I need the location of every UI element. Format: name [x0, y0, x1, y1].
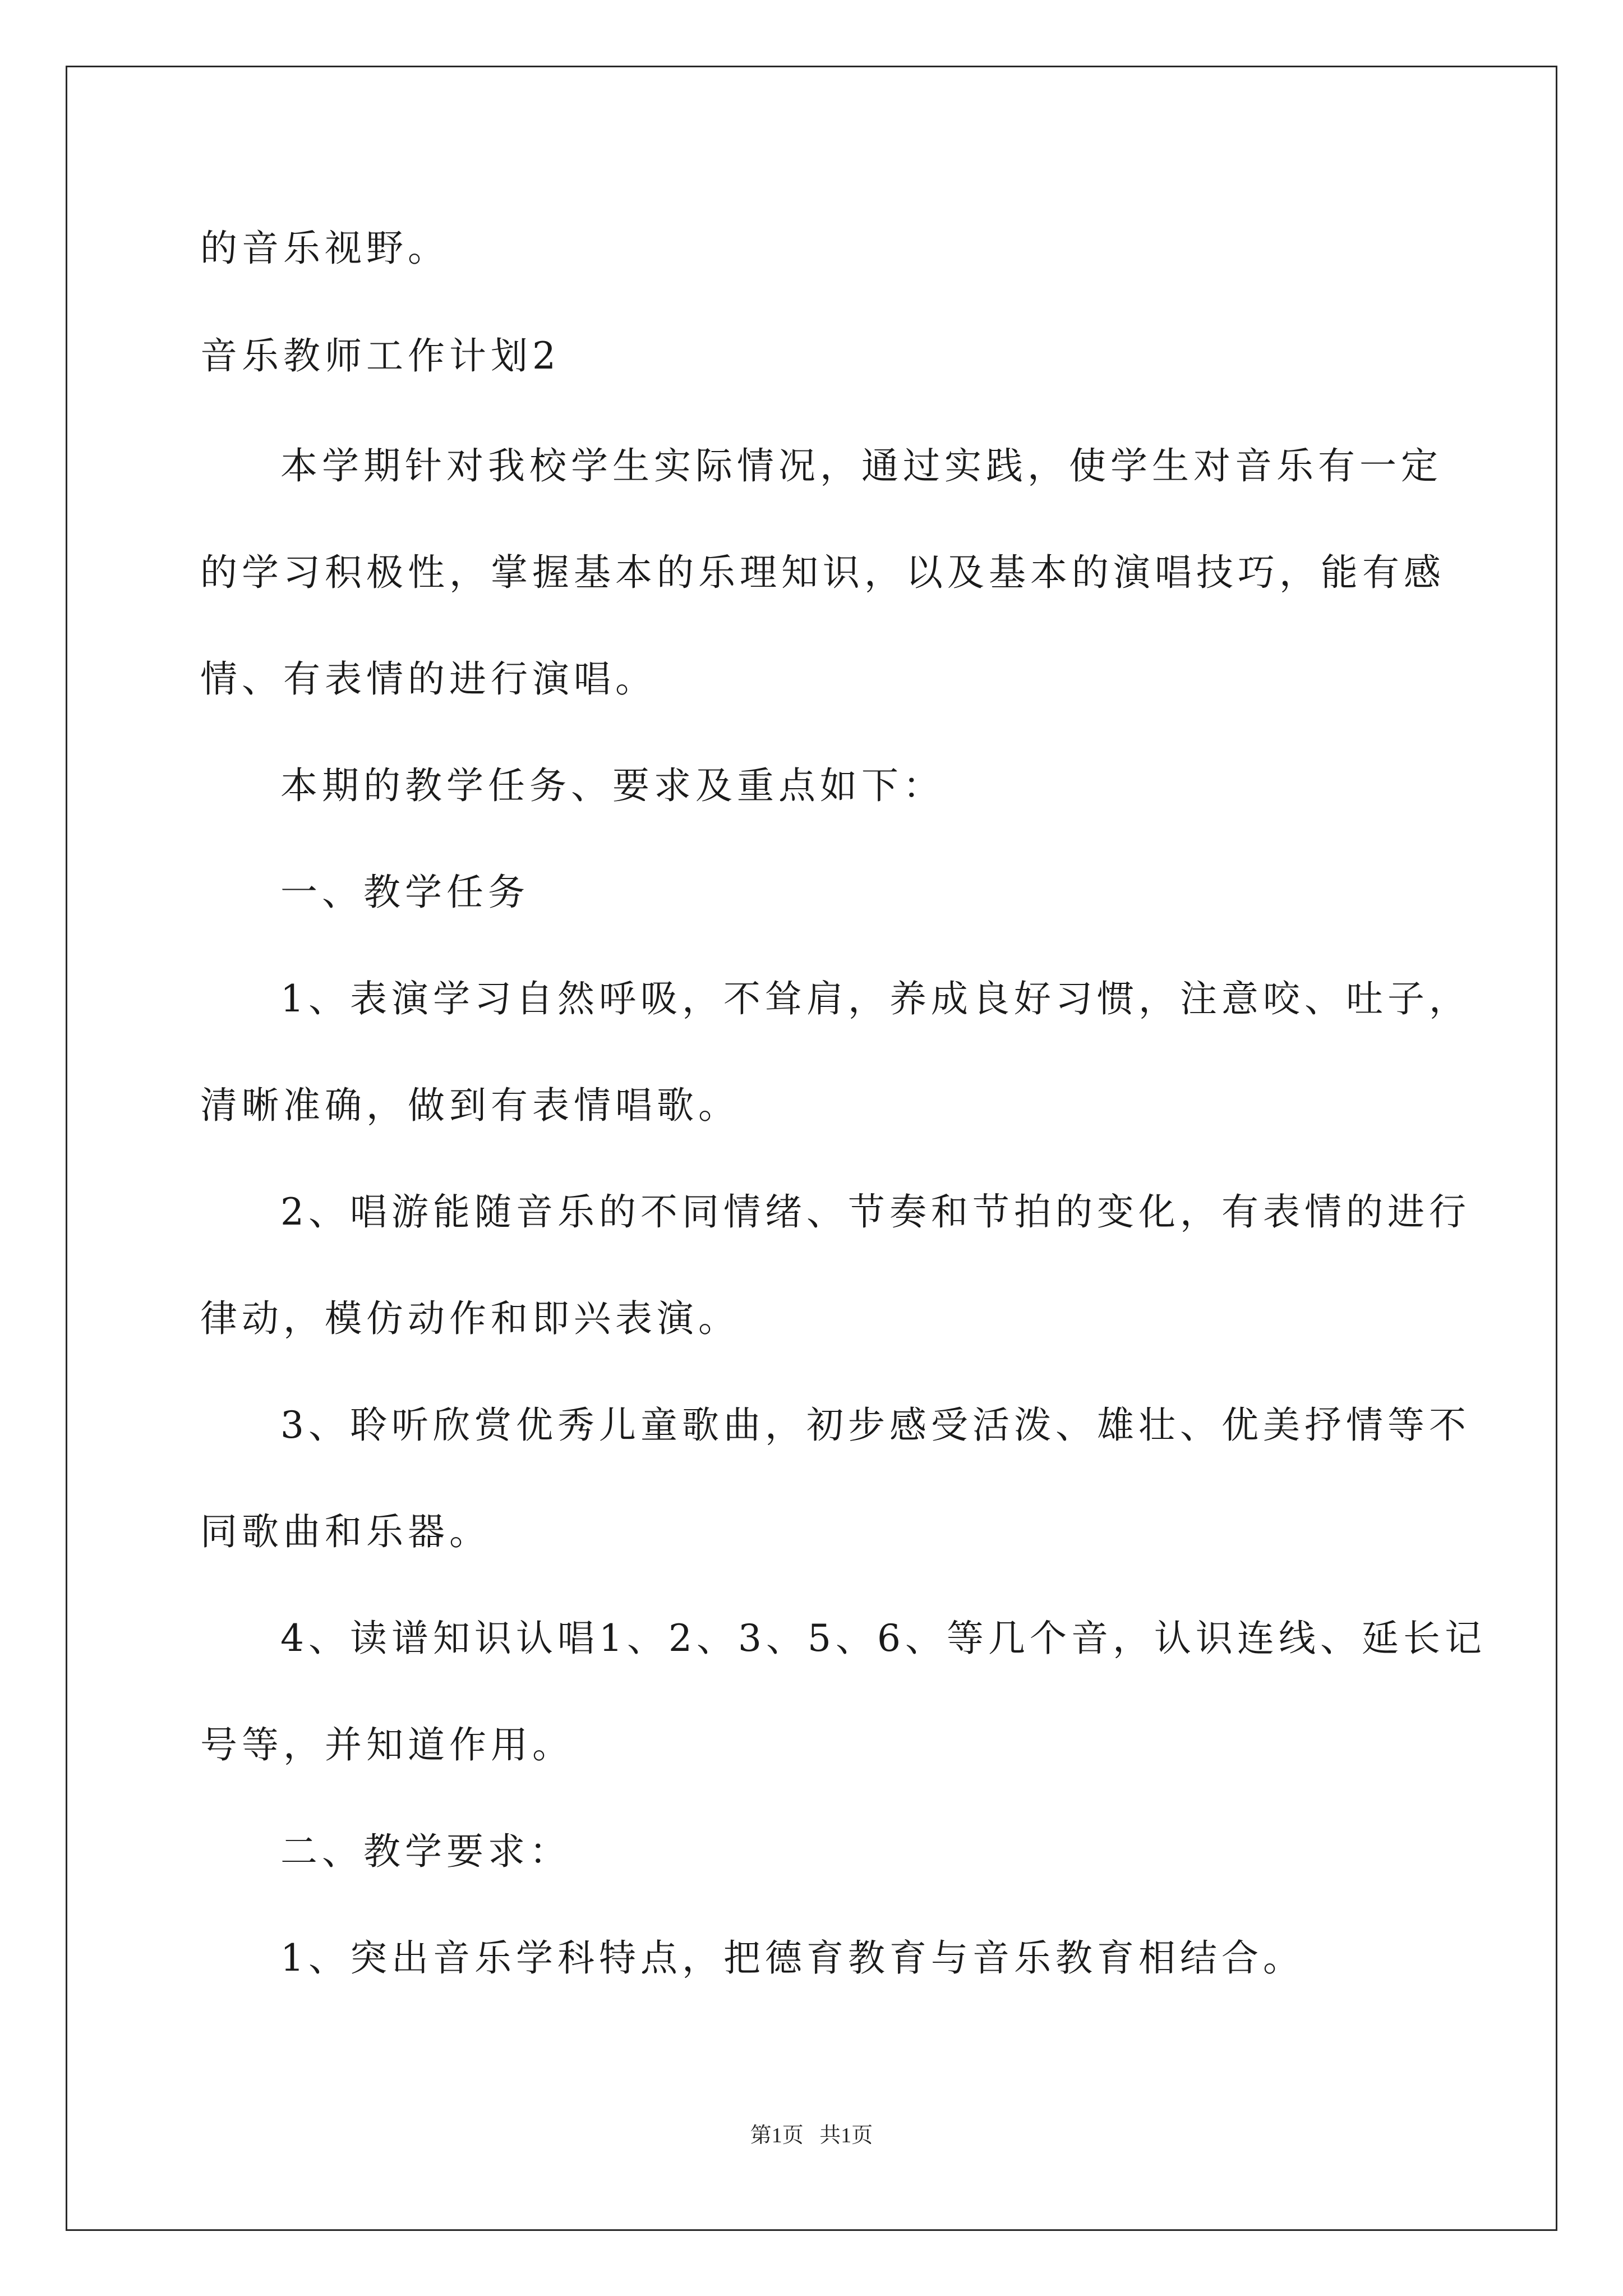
text-line-5: 情、有表情的进行演唱。	[200, 657, 657, 701]
text-line-13: 同歌曲和乐器。	[200, 1510, 491, 1553]
page-footer: 第1页 共1页	[750, 2124, 873, 2147]
section-title: 音乐教师工作计划2	[200, 334, 560, 378]
text-line-11: 律动，模仿动作和即兴表演。	[200, 1297, 740, 1340]
text-line-15: 号等，并知道作用。	[200, 1723, 574, 1766]
text-line-9: 清晰准确，做到有表情唱歌。	[200, 1084, 740, 1127]
text-line-8: 1、表演学习自然呼吸，不耸肩，养成良好习惯，注意咬、吐子，	[280, 977, 1470, 1020]
text-line-4: 的学习积极性，掌握基本的乐理知识，以及基本的演唱技巧，能有感	[200, 551, 1445, 594]
text-line-14: 4、读谱知识认唱1、2、3、5、6、等几个音，认识连线、延长记	[280, 1617, 1486, 1660]
text-line-10: 2、唱游能随音乐的不同情绪、节奏和节拍的变化，有表情的进行	[280, 1190, 1470, 1234]
heading-teaching-requirements: 二、教学要求：	[280, 1830, 571, 1873]
page-border	[66, 66, 1557, 2231]
text-line-17: 1、突出音乐学科特点，把德育教育与音乐教育相结合。	[280, 1936, 1304, 1980]
text-line-12: 3、聆听欣赏优秀儿童歌曲，初步感受活泼、雄壮、优美抒情等不	[280, 1404, 1470, 1447]
text-line-6: 本期的教学任务、要求及重点如下：	[280, 764, 944, 807]
text-line-1: 的音乐视野。	[200, 227, 449, 270]
heading-teaching-tasks: 一、教学任务	[280, 871, 529, 914]
text-line-3: 本学期针对我校学生实际情况，通过实践，使学生对音乐有一定	[280, 444, 1442, 487]
